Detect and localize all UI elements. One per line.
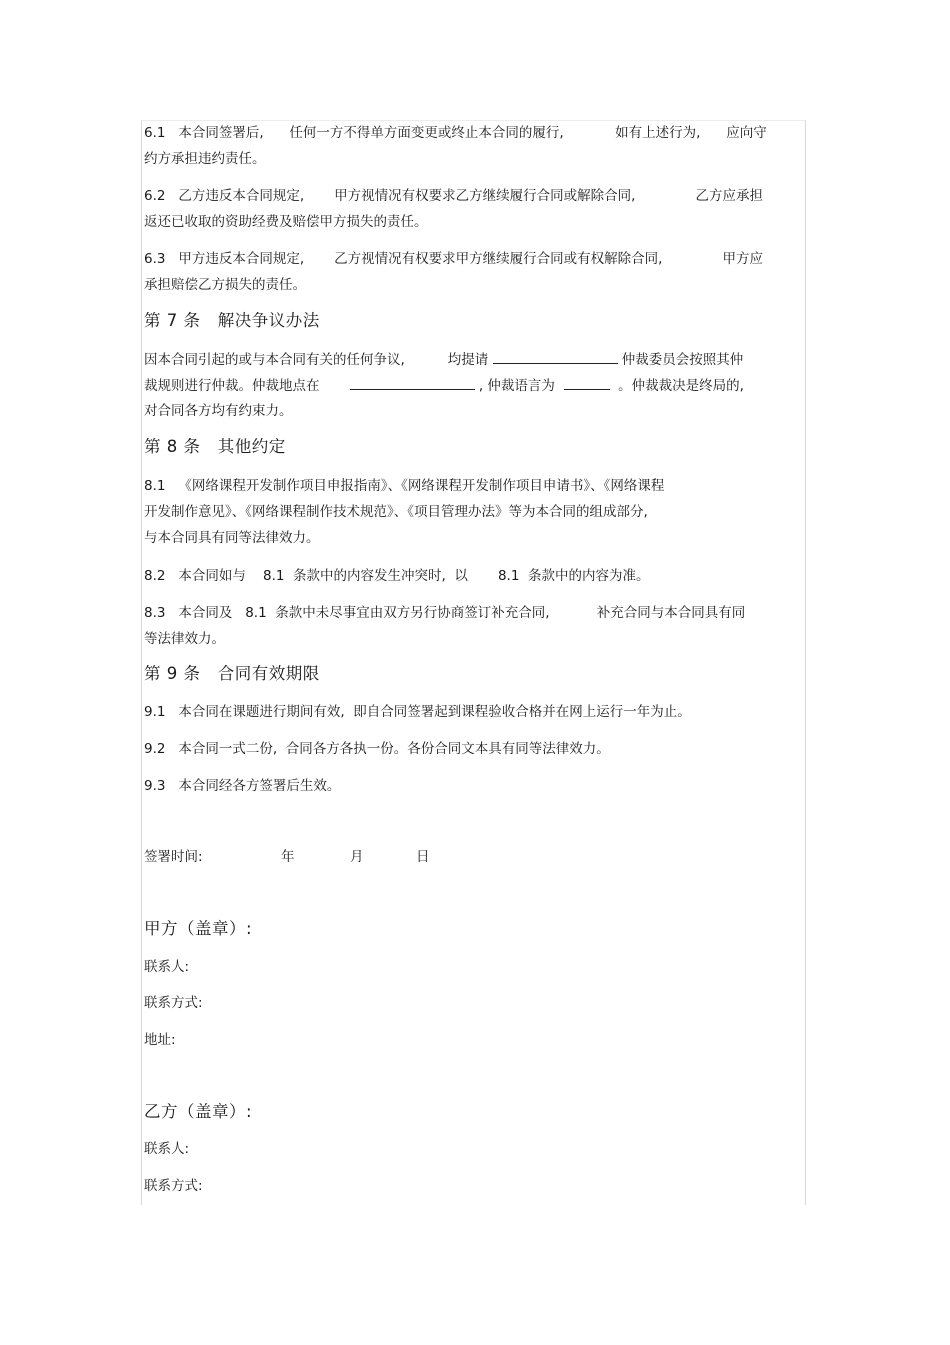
party-a-address: 地址: [144,1032,176,1048]
article-7-line-3: 对合同各方均有约束力。 [144,403,293,419]
article-7-line-2-text-c: 。仲裁裁决是终局的, [609,378,744,394]
article-7-line-1-text-a: 因本合同引起的或与本合同有关的任何争议, 均提请 [144,352,493,368]
signing-time-label: 签署时间: [144,849,203,865]
clause-9-1: 9.1 本合同在课题进行期间有效, 即自合同签署起到课程验收合格并在网上运行一年为止。 [144,704,691,720]
clause-6-1-line-2: 约方承担违约责任。 [144,151,266,167]
article-7-line-2-text-a: 裁规则进行仲裁。仲裁地点在 [144,378,350,394]
party-a-phone: 联系方式: [144,995,203,1011]
party-b-contact: 联系人: [144,1141,190,1157]
clause-6-3-line-1: 6.3 甲方违反本合同规定, 乙方视情况有权要求甲方继续履行合同或有权解除合同, 甲方应 [144,251,764,267]
clause-6-1-line-1: 6.1 本合同签署后, 任何一方不得单方面变更或终止本合同的履行, 如有上述行为, 应向守 [144,125,767,141]
arbitration-language-blank [564,375,610,390]
party-a-contact: 联系人: [144,959,190,975]
clause-9-3: 9.3 本合同经各方签署后生效。 [144,778,341,794]
article-7-line-2-text-b: , 仲裁语言为 [474,378,564,394]
article-8-heading: 第 8 条 其他约定 [144,437,286,456]
party-a-title: 甲方（盖章）: [144,919,253,938]
article-7-line-1 [144,349,743,369]
clause-8-1-line-1: 8.1 《网络课程开发制作项目申报指南》、《网络课程开发制作项目申请书》、《网络课程 [144,478,665,494]
article-9-heading: 第 9 条 合同有效期限 [144,664,320,683]
article-7-line-2 [144,375,744,395]
clause-6-3-line-2: 承担赔偿乙方损失的责任。 [144,277,306,293]
clause-9-2: 9.2 本合同一式二份, 合同各方各执一份。各份合同文本具有同等法律效力。 [144,741,610,757]
party-b-title: 乙方（盖章）: [144,1102,253,1121]
signing-month: 月 [350,849,364,865]
party-b-phone: 联系方式: [144,1178,203,1194]
clause-8-1-line-3: 与本合同具有同等法律效力。 [144,530,320,546]
clause-6-2-line-2: 返还已收取的资助经费及赔偿甲方损失的责任。 [144,214,428,230]
clause-8-3-line-2: 等法律效力。 [144,631,225,647]
arbitration-place-blank [350,375,475,390]
clause-8-1-line-2: 开发制作意见》、《网络课程制作技术规范》、《项目管理办法》等为本合同的组成部分, [144,504,648,520]
article-7-line-1-text-b: 仲裁委员会按照其仲 [617,352,744,368]
clause-8-2: 8.2 本合同如与 8.1 条款中的内容发生冲突时, 以 8.1 条款中的内容为准。 [144,568,650,584]
clause-8-3-line-1: 8.3 本合同及 8.1 条款中未尽事宜由双方另行协商签订补充合同, 补充合同与本合同具有同 [144,605,746,621]
signing-day: 日 [416,849,430,865]
article-7-heading: 第 7 条 解决争议办法 [144,311,320,330]
clause-6-2-line-1: 6.2 乙方违反本合同规定, 甲方视情况有权要求乙方继续履行合同或解除合同, 乙方应承担 [144,188,764,204]
signing-year: 年 [281,849,295,865]
arbitration-commission-blank [493,349,618,364]
